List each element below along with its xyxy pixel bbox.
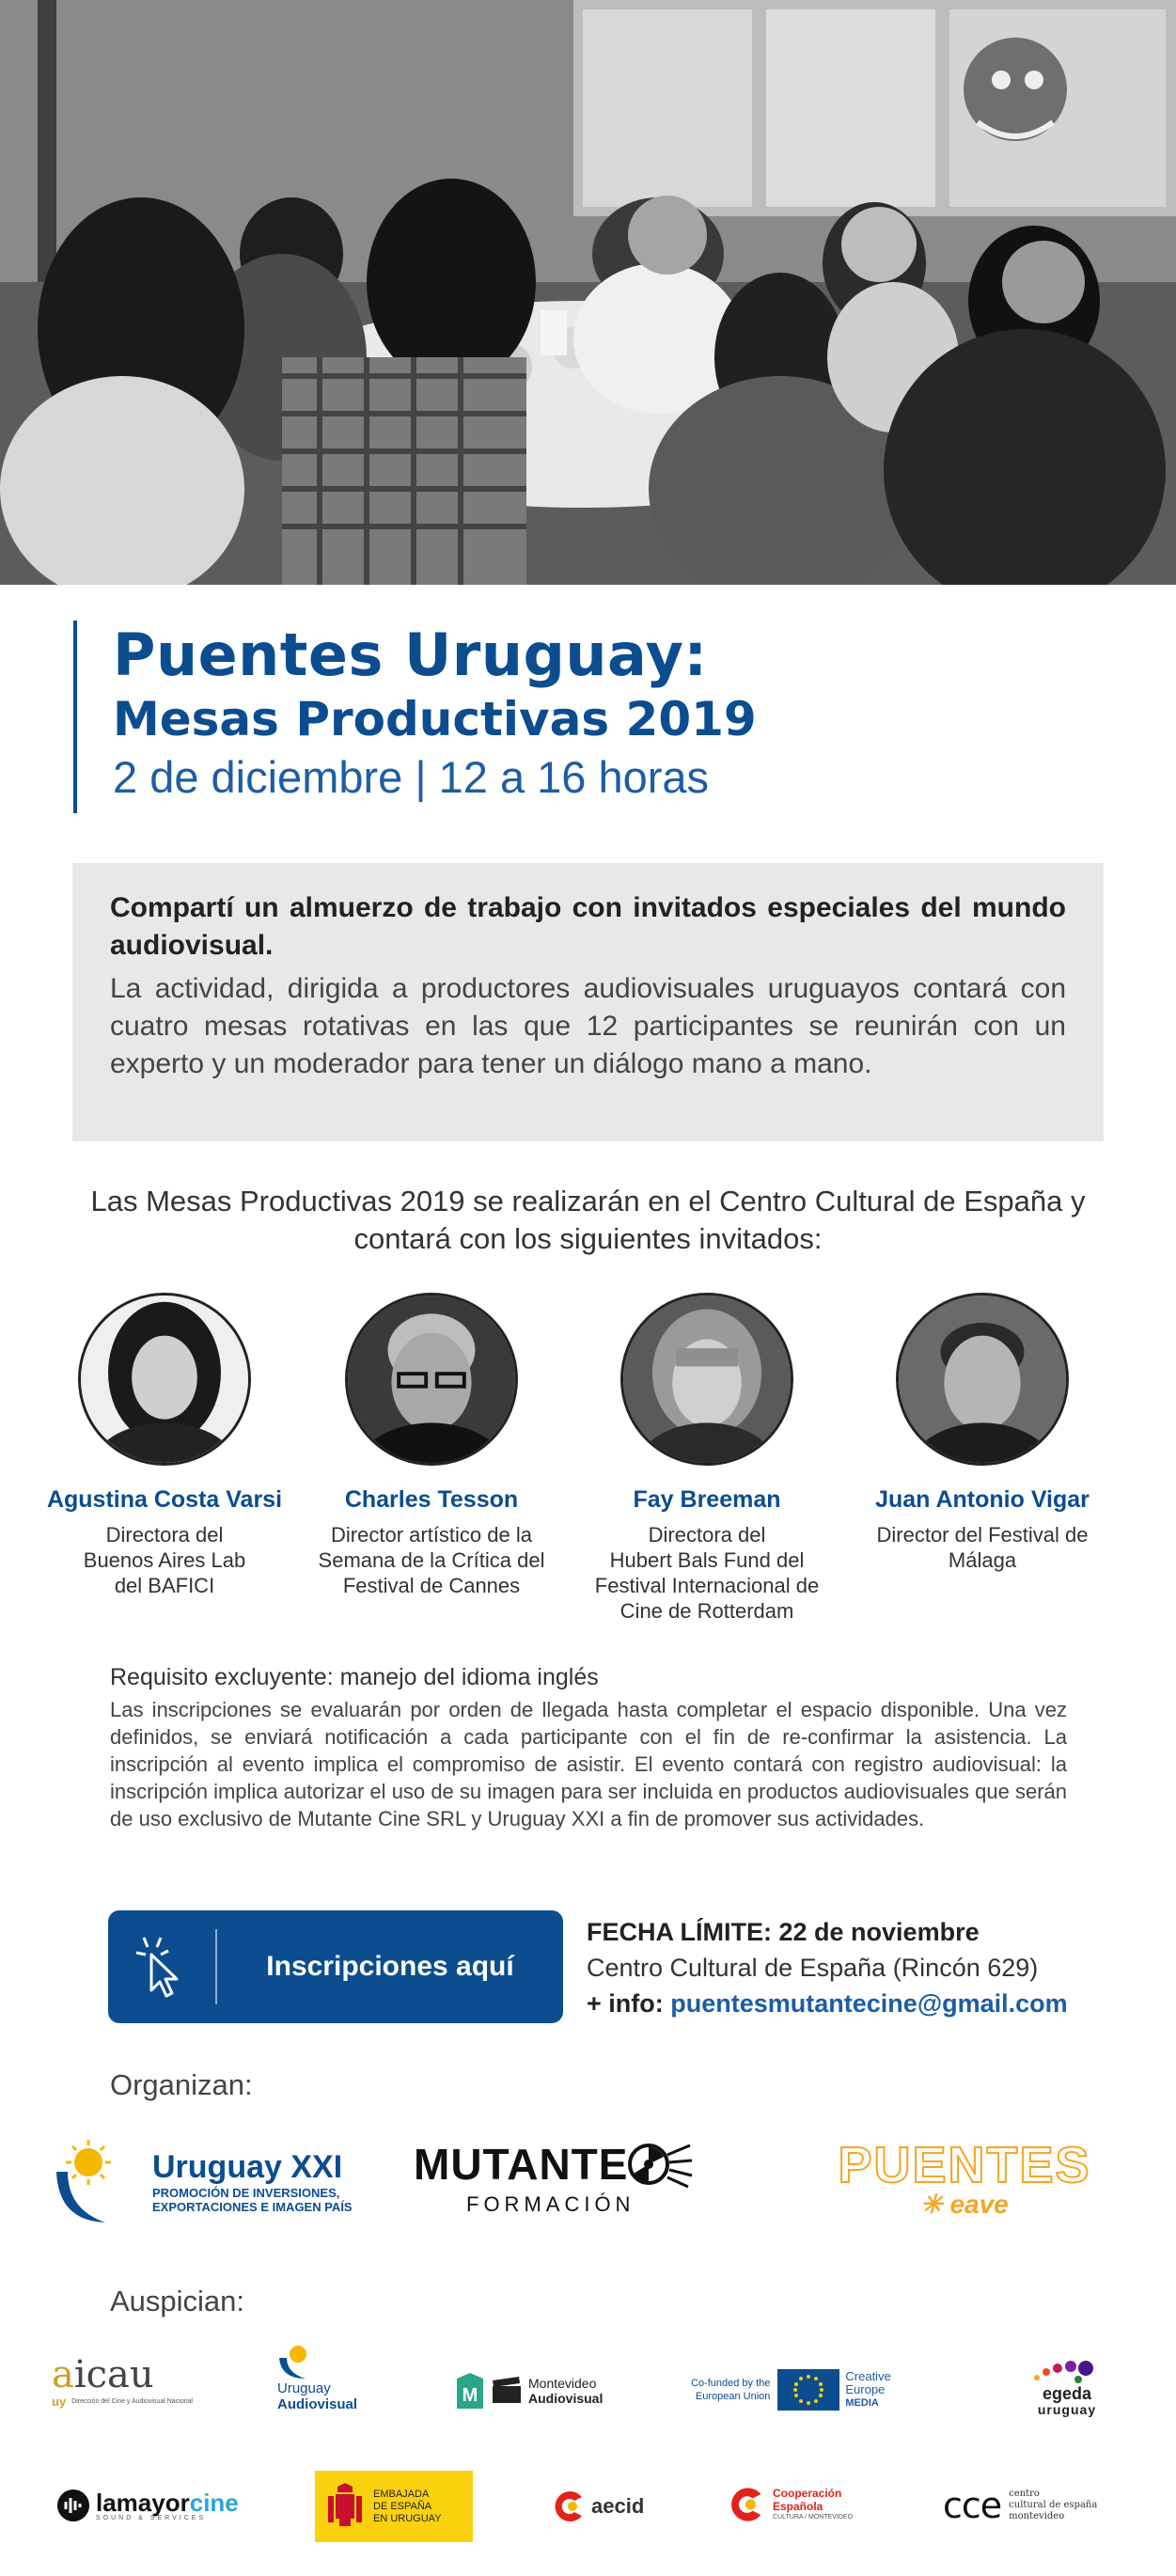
star-icon: ✳ <box>920 2190 943 2219</box>
event-date: 2 de diciembre | 12 a 16 horas <box>113 752 710 802</box>
deadline-line <box>587 1914 1113 1950</box>
montevideo-audiovisual-line1: Montevideo <box>528 2376 597 2391</box>
egeda-line1: egeda <box>1042 2384 1092 2403</box>
embajada-line1: EMBAJADA <box>373 2488 430 2500</box>
requirements <box>110 1662 1067 1832</box>
cce-line2: cultural de españa <box>1009 2500 1098 2510</box>
creative-europe-line2: Europe <box>845 2382 886 2396</box>
sound-wave-icon <box>56 2489 90 2522</box>
eu-cofunded-line1: Co-funded by the <box>691 2378 771 2389</box>
cooperacion-c-icon <box>726 2484 767 2525</box>
eu-cofunded-line2: European Union <box>695 2391 771 2402</box>
lamayorcine-name: lamayor <box>96 2488 190 2517</box>
info-label: + info: <box>587 1989 664 2018</box>
title-block <box>73 620 1107 813</box>
uruguay-xxi-tagline: PROMOCIÓN DE INVERSIONES, <box>152 2185 340 2200</box>
icau-name: icau <box>73 2353 154 2396</box>
embajada-logo <box>315 2471 473 2542</box>
cooperacion-line2: Española <box>773 2500 823 2513</box>
requirement-title: Requisito excluyente: manejo del idioma inglés <box>110 1664 599 1690</box>
guest-role: Directora del Hubert Bals Fund del Festival Internacional de Cine de Rotterdam <box>594 1523 820 1623</box>
creative-europe-line3: MEDIA <box>845 2397 879 2409</box>
organizers-label: Organizan: <box>110 2068 253 2101</box>
deadline-date: 22 de noviembre <box>778 1918 980 1946</box>
cce-line3: montevideo <box>1009 2511 1065 2521</box>
portrait-icon <box>81 1296 248 1463</box>
uruguay-audiovisual-line1: Uruguay <box>277 2380 331 2396</box>
aecid-name: aecid <box>591 2494 645 2518</box>
sponsors-label: Auspician: <box>110 2285 245 2317</box>
puentes-name: PUENTES <box>838 2137 1091 2193</box>
film-reel-icon <box>628 2136 694 2192</box>
intro-box <box>72 863 1104 1141</box>
cce-line1: centro <box>1009 2489 1040 2499</box>
hero-photo <box>0 0 1176 585</box>
guest-role: Director del Festival de Málaga <box>876 1523 1089 1572</box>
mutante-sub: FORMACIÓN <box>466 2192 635 2216</box>
cce-name: cce <box>943 2485 1002 2526</box>
contact-line <box>587 1986 1113 2021</box>
puentes-sub: eave <box>949 2190 1009 2219</box>
meeting-photo-illustration <box>0 0 1176 585</box>
guest-role: Director artístico de la Semana de la Crítica del Festival de Cannes <box>318 1523 545 1597</box>
page-title: Puentes Uruguay: <box>113 620 708 689</box>
montevideo-m-icon <box>455 2371 485 2411</box>
icau-logo <box>52 2355 202 2421</box>
guest-card <box>295 1293 568 1598</box>
svg-text:M: M <box>462 2385 478 2406</box>
guest-role: Directora del Buenos Aires Lab del BAFICI <box>83 1523 246 1597</box>
mutante-logo <box>414 2136 761 2221</box>
egeda-dots-icon <box>1029 2355 1105 2385</box>
cce-logo <box>943 2482 1140 2529</box>
lamayorcine-name2: cine <box>189 2488 239 2517</box>
eu-flag-icon <box>777 2369 839 2411</box>
icau-sub: Dirección del Cine y Audiovisual Nacional <box>71 2398 193 2405</box>
deadline-venue: Centro Cultural de España (Rincón 629) <box>587 1954 1039 1982</box>
contact-email-link[interactable]: puentesmutantecine@gmail.com <box>670 1989 1068 2018</box>
page-subtitle: Mesas Productivas 2019 <box>113 692 757 746</box>
creative-europe-line1: Creative <box>845 2369 891 2383</box>
guest-card <box>571 1293 843 1624</box>
icau-uy: uy <box>52 2395 67 2409</box>
guest-name: Fay Breeman <box>633 1486 781 1513</box>
deadline-label: FECHA LÍMITE: <box>587 1918 772 1946</box>
requirement-body: Las inscripciones se evaluarán por orden de llegada hasta completar el espacio disponible. Una vez definidos, se enviará notificación a cada participante con el fin de re-confirmar la asistencia. La inscripción al evento implica el compromiso de asistir. El evento contará con registro audiovisual: la inscripción implica autorizar el uso de su imagen para ser incluida en productos audiovisuales que serán de uso exclusivo de Mutante Cine SRL y Uruguay XXI a fin de promover sus actividades. <box>110 1698 1067 1830</box>
lamayorcine-sub: SOUND & SERVICES <box>96 2514 207 2521</box>
avatar <box>78 1293 251 1466</box>
aecid-c-icon <box>550 2488 588 2525</box>
embajada-line3: EN URUGUAY <box>373 2512 442 2524</box>
mutante-name: MUTANTE <box>414 2140 629 2189</box>
uruguay-audiovisual-logo <box>277 2341 390 2430</box>
guest-card <box>28 1293 301 1598</box>
montevideo-audiovisual-line2: Audiovisual <box>528 2391 604 2406</box>
montevideo-audiovisual-logo <box>455 2367 624 2414</box>
aecid-logo <box>550 2485 663 2528</box>
embajada-line2: DE ESPAÑA <box>373 2500 432 2512</box>
avatar <box>896 1293 1069 1466</box>
avatar <box>620 1293 793 1466</box>
clapperboard-icon <box>491 2377 523 2405</box>
register-button-label: Inscripciones aquí <box>266 1951 514 1982</box>
cursor-click-icon <box>108 1910 215 2023</box>
intro-body: La actividad, dirigida a productores audiovisuales uruguayos contará con cuatro mesas rotativas en las que 12 participantes se reunirán con un experto y un moderador para tener un diálogo mano a mano. <box>110 973 1066 1079</box>
guest-name: Charles Tesson <box>344 1486 519 1513</box>
icau-prefix: a <box>52 2353 74 2396</box>
guest-name: Juan Antonio Vigar <box>875 1486 1090 1513</box>
creative-europe-logo <box>691 2362 926 2418</box>
intro-lead: Compartí un almuerzo de trabajo con invitados especiales del mundo audiovisual. <box>110 892 1066 961</box>
uruguay-audiovisual-line2: Audiovisual <box>277 2396 358 2412</box>
lamayorcine-logo <box>56 2482 244 2529</box>
uruguay-xxi-name: Uruguay XXI <box>152 2148 343 2185</box>
guest-name: Agustina Costa Varsi <box>46 1486 283 1513</box>
uruguay-sun-icon <box>277 2341 319 2380</box>
cooperacion-line3: CULTURA / MONTEVIDEO <box>773 2514 854 2521</box>
deadline-info <box>587 1914 1113 2021</box>
avatar <box>345 1293 518 1466</box>
cooperacion-line1: Cooperación <box>773 2487 842 2500</box>
egeda-logo <box>996 2355 1137 2426</box>
puentes-logo <box>823 2136 1105 2230</box>
portrait-icon <box>899 1296 1066 1463</box>
venue-text: Las Mesas Productivas 2019 se realizarán en el Centro Cultural de España y contará con los siguientes invitados: <box>90 1185 1086 1255</box>
uruguay-xxi-tagline: EXPORTACIONES E IMAGEN PAÍS <box>152 2199 353 2214</box>
egeda-line2: uruguay <box>1037 2402 1097 2417</box>
guest-card <box>846 1293 1119 1573</box>
spain-coat-of-arms-icon <box>324 2481 366 2532</box>
portrait-icon <box>623 1296 791 1463</box>
cooperacion-logo <box>726 2478 876 2531</box>
uruguay-xxi-logo <box>49 2134 359 2228</box>
register-button[interactable] <box>108 1910 563 2023</box>
uruguay-sun-icon <box>49 2134 143 2228</box>
portrait-icon <box>348 1296 515 1463</box>
guests-section <box>28 1293 1148 1631</box>
